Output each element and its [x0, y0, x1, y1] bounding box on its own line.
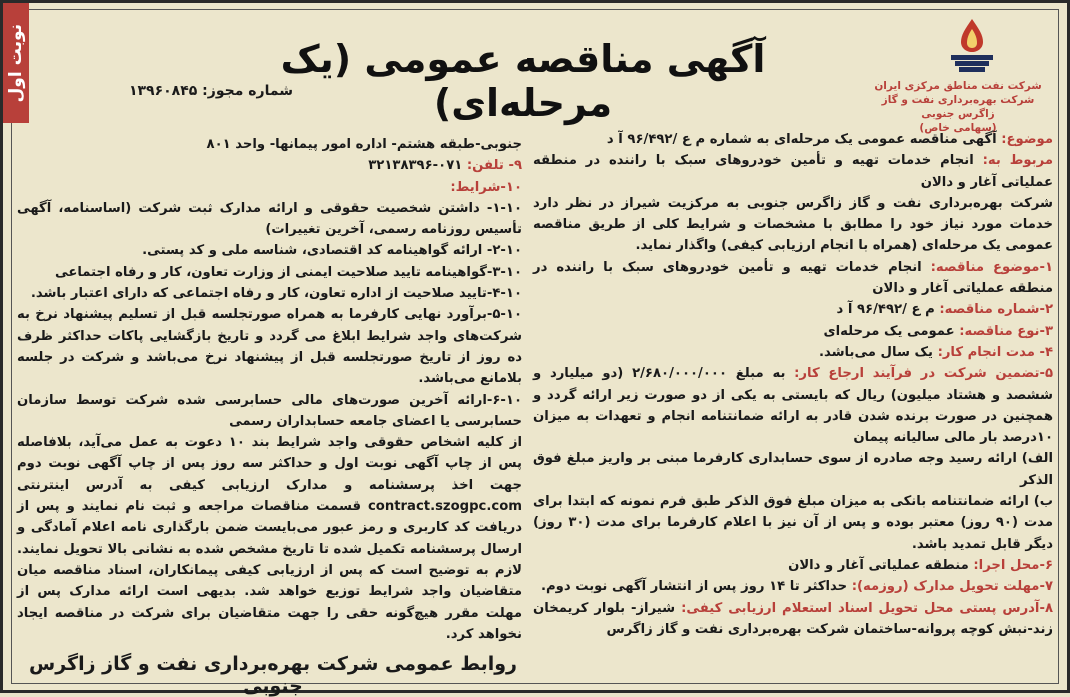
intro-paragraph: شرکت بهره‌برداری نفت و گاز زاگرس جنوبی به مرکزیت شیراز در نظر دارد خدمات مورد نیاز خود را مطابق با مشخصات و شرایط کلی از طریق مناقصه عمومی یک مرحله‌ای (همراه با انجام ارزیابی کیفی) واگذار نماید.	[533, 195, 1053, 254]
item-2-label: ۲-شماره مناقصه:	[939, 302, 1053, 318]
item-4-text: یک سال می‌باشد.	[818, 344, 938, 360]
condition-1: ۱-۱۰- داشتن شخصیت حقوقی و ارائه مدارک ثبت شرکت (اساسنامه، آگهی تأسیس روزنامه رسمی، آخرین تغییرات)	[17, 200, 522, 238]
item-5-a: الف) ارائه رسید وجه صادره از سوی حسابداری کارفرما مبنی بر واریز مبلغ فوق الذکر	[533, 451, 1053, 488]
item-3-label: ۳-نوع مناقصه:	[959, 323, 1053, 339]
item-7-label: ۷-مهلت تحویل مدارک (روزمه):	[851, 579, 1053, 595]
item-6-label: ۶-محل اجرا:	[973, 557, 1053, 573]
company-line-3: (سهامی خاص)	[919, 122, 997, 134]
footer-signature: روابط عمومی شرکت بهره‌برداری نفت و گاز زاگرس جنوبی	[29, 653, 517, 697]
item-1	[533, 257, 1053, 300]
item-5	[533, 363, 1053, 448]
left-column	[17, 134, 522, 645]
permit-number: شماره مجوز: ۱۳۹۶۰۸۴۵	[128, 83, 293, 99]
subject-text: آگهی مناقصه عمومی یک مرحله‌ای به شماره م ع /۹۶/۴۹۲ آ د	[606, 132, 1002, 147]
item-5-text: به مبلغ ۲/۶۸۰/۰۰۰/۰۰۰ (دو میلیارد و ششصد و هشتاد میلیون) ریال که بایستی به یکی از دو صورت زیر ارائه گردد و همچنین در صورت برنده شدن قادر به ارائه ضمانتنامه انجام و تعهدات به میزان ۱۰درصد بار مالی سالیانه پیمان	[533, 366, 1053, 446]
condition-6: ۶-۱۰-ارائه آخرین صورت‌های مالی حسابرسی شده شرکت توسط سازمان حسابرسی یا اعضای جامعه حسابداران رسمی	[17, 392, 522, 429]
conditions-label: ۱۰-شرایط:	[450, 179, 522, 195]
subject-line	[533, 129, 1053, 150]
closing-paragraph: از کلیه اشخاص حقوقی واجد شرایط بند ۱۰ دعوت به عمل می‌آید، بلافاصله پس از چاپ آگهی نوبت اول و حداکثر سه روز پس از چاپ آگهی نوبت دوم جهت اخذ پرسشنامه و مدارک ارزیابی کیفی به آدرس اینترنتی contract.szogpc.com قسمت مناقصات مراجعه و ثبت نام نمایند و پس از دریافت کد کاربری و رمز عبور می‌بایست ضمن بارگذاری نامه اعلام آمادگی و ارسال پرسشنامه تکمیل شده تا تاریخ مشخص شده به نشانی بالا تحویل نمایند. لازم به توضیح است که پس از ارزیابی کیفی پیمانکاران، اسناد مناقصه میان متقاضیان واجد شرایط توزیع خواهد شد. بدیهی است ارائه مدارک پس از مهلت مقرر هیچ‌گونه حقی را جهت متقاضیان برای شرکت در مناقصه ایجاد نخواهد کرد.	[17, 435, 522, 642]
company-line-1: شرکت نفت مناطق مرکزی ایران	[874, 80, 1042, 92]
phone-label: ۹- تلفن:	[466, 158, 522, 174]
condition-4: ۴-۱۰-تایید صلاحیت از اداره تعاون، کار و رفاه اجتماعی که دارای اعتبار باشد.	[30, 286, 522, 302]
item-6-text: منطقه عملیاتی آغار و دالان	[788, 557, 974, 573]
item-4	[533, 342, 1053, 363]
right-column	[533, 129, 1053, 640]
item-2	[533, 299, 1053, 320]
edition-strip	[3, 3, 29, 123]
item-10	[17, 177, 522, 198]
company-logo	[941, 15, 1003, 77]
subject-label: موضوع:	[1001, 132, 1053, 147]
item-2-text: م ع /۹۶/۴۹۲ آ د	[836, 302, 940, 318]
item-3	[533, 321, 1053, 342]
company-line-2: شرکت بهره‌برداری نفت و گاز زاگرس جنوبی	[881, 94, 1035, 120]
condition-2: ۲-۱۰- ارائه گواهینامه کد اقتصادی، شناسه ملی و کد پستی.	[142, 243, 522, 259]
edition-label: نوبت اول	[6, 23, 26, 103]
item-8-text: شیراز- بلوار کریمخان زند-نبش کوچه پروانه-ساختمان شرکت بهره‌برداری نفت و گاز زاگرس	[533, 600, 1053, 637]
item-5-b: ب) ارائه ضمانتنامه بانکی به میزان مبلغ فوق الذکر طبق فرم نمونه که ابتدا برای مدت (۹۰ روز) معتبر بوده و پس از آن نیز با اعلام کارفرما برای مدت (۳۰ روز) دیگر قابل تمدید باشد.	[533, 494, 1053, 552]
item-3-text: عمومی یک مرحله‌ای	[823, 323, 960, 339]
condition-5: ۵-۱۰-برآورد نهایی کارفرما به همراه صورتجلسه قبل از تسلیم پیشنهاد نرخ به شرکت‌های واجد شرایط ابلاغ می گردد و تاریخ بازگشایی پاکات حداکثر ظرف ده روز از تاریخ صورتجلسه قبل از پیشنهاد نرخ می‌باشد و شرکت در جلسه بلامانع می‌باشد.	[17, 307, 522, 387]
related-text: انجام خدمات تهیه و تأمین خودروهای سبک با راننده در منطقه عملیاتی آغار و دالان	[533, 153, 1053, 190]
item-1-label: ۱-موضوع مناقصه:	[930, 259, 1053, 275]
item-8	[533, 598, 1053, 641]
item-7-text: حداکثر تا ۱۴ روز پس از انتشار آگهی نوبت دوم.	[541, 579, 852, 595]
related-label: مربوط به:	[982, 153, 1053, 169]
related-line	[533, 150, 1053, 193]
item-7	[533, 576, 1053, 597]
item-6	[533, 555, 1053, 576]
address-continuation: جنوبی-طبقه هشتم- اداره امور پیمانها- واحد ۸۰۱	[206, 137, 522, 152]
item-5-label: ۵-تضمین شرکت در فرآیند ارجاع کار:	[794, 366, 1053, 382]
item-1-text: انجام خدمات تهیه و تأمین خودروهای سبک با راننده در منطقه عملیاتی آغار و دالان	[533, 259, 1053, 297]
item-4-label: ۴- مدت انجام کار:	[937, 344, 1053, 360]
phone-number: ۰۷۱-۳۲۱۳۸۳۹۶	[368, 158, 467, 174]
page-title: آگهی مناقصه عمومی (یک مرحله‌ای)	[280, 37, 766, 125]
item-9	[17, 155, 522, 176]
condition-3: ۳-۱۰-گواهینامه تایید صلاحیت ایمنی از وزارت تعاون، کار و رفاه اجتماعی	[55, 264, 522, 280]
item-8-label: ۸-آدرس پستی محل تحویل اسناد استعلام ارزیابی کیفی:	[681, 600, 1053, 616]
company-name	[863, 79, 1053, 135]
